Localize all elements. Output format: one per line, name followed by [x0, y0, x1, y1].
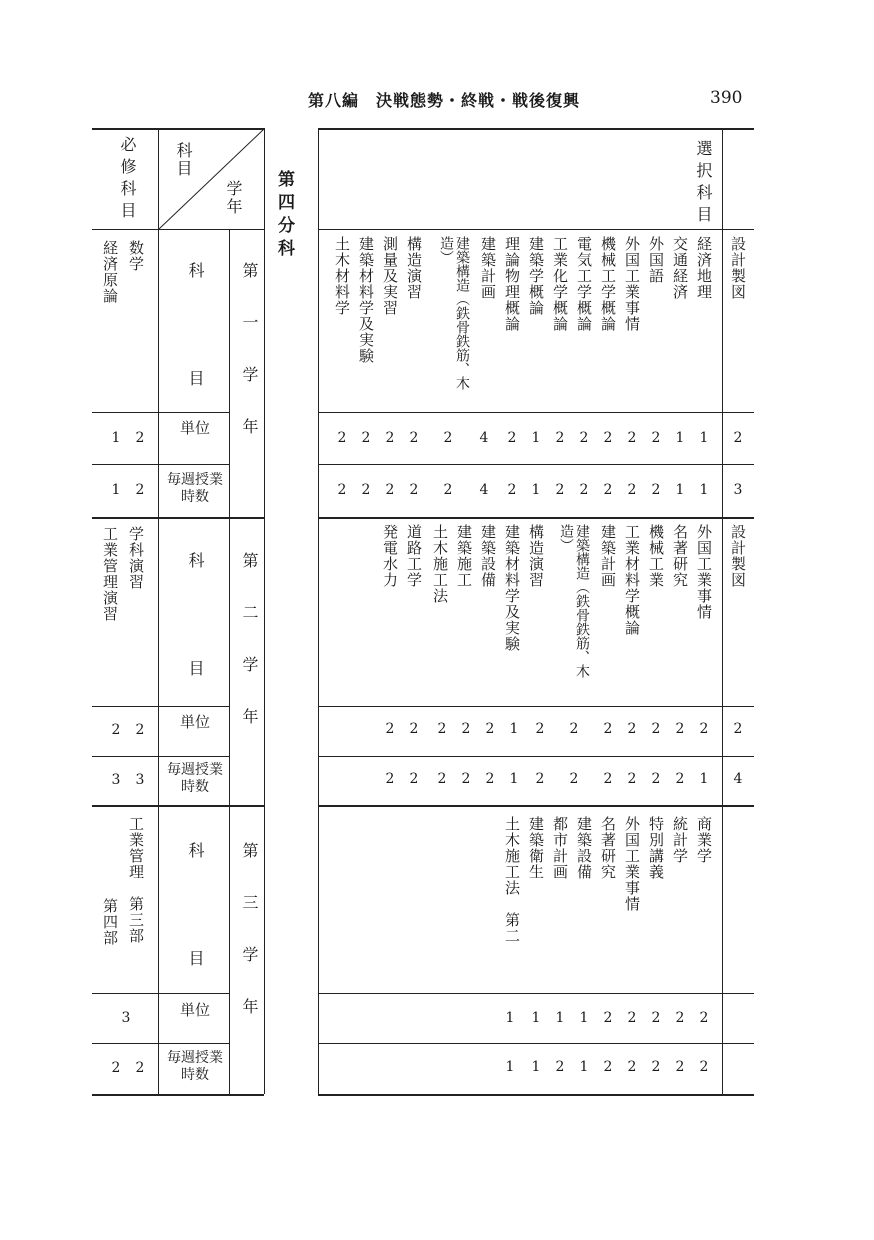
subject-name: 第四部 — [101, 898, 119, 946]
running-header-title: 第八編 決戦態勢・終戦・戦後復興 — [308, 91, 581, 110]
unit-value: 2 — [555, 430, 565, 446]
elective-subjects-label: 選択科目 — [694, 140, 713, 228]
elective-subject: 測量及実習 — [381, 236, 399, 316]
unit-value: 2 — [409, 721, 419, 737]
hours-value: 2 — [337, 482, 347, 498]
hours-value: 3 — [111, 772, 121, 788]
hours-value: 2 — [555, 1059, 565, 1075]
unit-value: 2 — [627, 430, 637, 446]
unit-value: 2 — [569, 721, 579, 737]
subject-name: 経済原論 — [101, 240, 119, 304]
hours-value: 2 — [507, 482, 517, 498]
unit-value: 2 — [579, 430, 589, 446]
elective-subject: 名著研究 — [671, 524, 689, 588]
unit-value: 1 — [531, 1010, 541, 1026]
elective-subject: 名著研究 — [599, 816, 617, 880]
hours-value: 1 — [531, 482, 541, 498]
unit-value: 2 — [461, 721, 471, 737]
elective-subject: 建築施工 — [455, 524, 473, 588]
unit-value: 1 — [675, 430, 685, 446]
hours-value: 2 — [651, 482, 661, 498]
unit-value: 2 — [733, 430, 743, 446]
unit-value: 2 — [603, 430, 613, 446]
hours-value: 2 — [555, 482, 565, 498]
hours-value: 2 — [627, 482, 637, 498]
subject-name: 工業管理 第三部 — [127, 816, 145, 944]
hours-value: 1 — [675, 482, 685, 498]
hours-value: 2 — [535, 771, 545, 787]
hours-value: 2 — [651, 771, 661, 787]
elective-subject: 土木材料学 — [333, 236, 351, 316]
elective-subject: 機械工業 — [647, 524, 665, 588]
subject-col-label: 科 目 — [186, 842, 205, 986]
elective-subject: 建築学概論 — [527, 236, 545, 316]
hours-value: 2 — [443, 482, 453, 498]
page-number: 390 — [710, 88, 743, 108]
header-year-label: 学年 — [224, 180, 243, 216]
subject-name: 工業管理演習 — [101, 526, 119, 622]
unit-value: 2 — [437, 721, 447, 737]
hours-value: 4 — [479, 482, 489, 498]
unit-value: 2 — [111, 722, 121, 738]
unit-value: 2 — [385, 721, 395, 737]
elective-subject: 建築材料学及実験 — [357, 236, 375, 364]
hours-value: 2 — [409, 771, 419, 787]
elective-subject: 外国工業事情 — [695, 524, 713, 620]
unit-value: 2 — [385, 430, 395, 446]
elective-subject: 工業材料学概論 — [623, 524, 641, 636]
elective-subject: 外国工業事情 — [623, 816, 641, 912]
hours-value: 2 — [361, 482, 371, 498]
hours-value: 2 — [699, 1059, 709, 1075]
hours-value: 1 — [509, 771, 519, 787]
unit-value: 4 — [479, 430, 489, 446]
unit-value: 2 — [135, 430, 145, 446]
hours-label: 毎週授業時数 — [167, 1050, 223, 1083]
hours-value: 2 — [603, 1059, 613, 1075]
elective-subject: 構造演習 — [405, 236, 423, 300]
elective-subject: 工業化学概論 — [551, 236, 569, 332]
elective-subject: 建築計画 — [599, 524, 617, 588]
hours-value: 2 — [579, 482, 589, 498]
unit-value: 2 — [507, 430, 517, 446]
elective-subject: 建築設備 — [575, 816, 593, 880]
hours-label: 毎週授業時数 — [167, 472, 223, 505]
elective-subject: 土木施工法 — [431, 524, 449, 604]
units-label: 単位 — [179, 419, 210, 437]
elective-subject: 建築材料学及実験 — [503, 524, 521, 652]
elective-subject: 外国工業事情 — [623, 236, 641, 332]
elective-subject: 建築衛生 — [527, 816, 545, 880]
unit-value: 2 — [651, 1010, 661, 1026]
hours-value: 2 — [675, 1059, 685, 1075]
unit-value: 2 — [485, 721, 495, 737]
unit-value: 1 — [579, 1010, 589, 1026]
unit-value: 3 — [121, 1010, 131, 1026]
elective-subject: 電気工学概論 — [575, 236, 593, 332]
elective-subject: 特別講義 — [647, 816, 665, 880]
elective-subject: 建築構造（鉄骨鉄筋、木造） — [438, 236, 470, 390]
unit-value: 1 — [505, 1010, 515, 1026]
hours-value: 2 — [675, 771, 685, 787]
elective-subject: 建築設備 — [479, 524, 497, 588]
hours-value: 2 — [651, 1059, 661, 1075]
hours-value: 2 — [603, 771, 613, 787]
hours-value: 2 — [111, 1060, 121, 1076]
hours-value: 1 — [505, 1059, 515, 1075]
hours-value: 2 — [627, 1059, 637, 1075]
hours-value: 2 — [409, 482, 419, 498]
units-label: 単位 — [179, 1001, 210, 1019]
units-label: 単位 — [179, 713, 210, 731]
year-3-label: 第三学年 — [240, 842, 259, 1050]
required-subjects-label: 必修科目 — [118, 136, 137, 224]
unit-value: 2 — [135, 722, 145, 738]
elective-subject: 発電水力 — [381, 524, 399, 588]
elective-subject: 統計学 — [671, 816, 689, 864]
unit-value: 2 — [733, 721, 743, 737]
unit-value: 1 — [111, 430, 121, 446]
year-1-label: 第一学年 — [240, 262, 259, 470]
elective-subject: 設計製図 — [729, 236, 747, 300]
unit-value: 2 — [535, 721, 545, 737]
unit-value: 2 — [651, 721, 661, 737]
unit-value: 2 — [337, 430, 347, 446]
hours-value: 2 — [569, 771, 579, 787]
elective-subject: 商業学 — [695, 816, 713, 864]
hours-value: 1 — [111, 482, 121, 498]
unit-value: 2 — [603, 721, 613, 737]
header-subject-label: 科目 — [174, 142, 193, 178]
subject-col-label: 科 目 — [186, 262, 205, 406]
hours-value: 1 — [699, 482, 709, 498]
elective-subject: 設計製図 — [729, 524, 747, 588]
hours-value: 2 — [437, 771, 447, 787]
hours-value: 1 — [579, 1059, 589, 1075]
unit-value: 2 — [675, 1010, 685, 1026]
unit-value: 1 — [509, 721, 519, 737]
hours-value: 2 — [603, 482, 613, 498]
elective-subject: 土木施工法 第二 — [503, 816, 521, 944]
hours-value: 2 — [485, 771, 495, 787]
hours-value: 2 — [385, 482, 395, 498]
elective-subject: 道路工学 — [405, 524, 423, 588]
unit-value: 2 — [699, 721, 709, 737]
unit-value: 2 — [443, 430, 453, 446]
subject-name: 数学 — [127, 240, 145, 272]
hours-value: 2 — [461, 771, 471, 787]
elective-subject: 構造演習 — [527, 524, 545, 588]
unit-value: 2 — [603, 1010, 613, 1026]
hours-value: 3 — [135, 772, 145, 788]
elective-subject: 都市計画 — [551, 816, 569, 880]
hours-value: 3 — [733, 482, 743, 498]
unit-value: 1 — [699, 430, 709, 446]
year-2-label: 第二学年 — [240, 552, 259, 760]
elective-subject: 交通経済 — [671, 236, 689, 300]
hours-label: 毎週授業時数 — [167, 762, 223, 795]
hours-value: 1 — [531, 1059, 541, 1075]
subject-col-label: 科 目 — [186, 552, 205, 696]
unit-value: 2 — [361, 430, 371, 446]
unit-value: 1 — [531, 430, 541, 446]
unit-value: 2 — [651, 430, 661, 446]
hours-value: 2 — [627, 771, 637, 787]
elective-subject: 経済地理 — [695, 236, 713, 300]
unit-value: 2 — [627, 721, 637, 737]
unit-value: 2 — [409, 430, 419, 446]
department-label: 第四分科 — [274, 170, 294, 262]
subject-name: 学科演習 — [127, 526, 145, 590]
hours-value: 2 — [385, 771, 395, 787]
unit-value: 2 — [699, 1010, 709, 1026]
unit-value: 1 — [555, 1010, 565, 1026]
elective-subject: 外国語 — [647, 236, 665, 284]
hours-value: 4 — [733, 771, 743, 787]
elective-subject: 建築計画 — [479, 236, 497, 300]
unit-value: 2 — [627, 1010, 637, 1026]
hours-value: 2 — [135, 1060, 145, 1076]
elective-subject: 機械工学概論 — [599, 236, 617, 332]
elective-subject: 建築構造（鉄骨鉄筋、木造） — [558, 524, 590, 678]
hours-value: 1 — [699, 771, 709, 787]
elective-subject: 理論物理概論 — [503, 236, 521, 332]
unit-value: 2 — [675, 721, 685, 737]
hours-value: 2 — [135, 482, 145, 498]
